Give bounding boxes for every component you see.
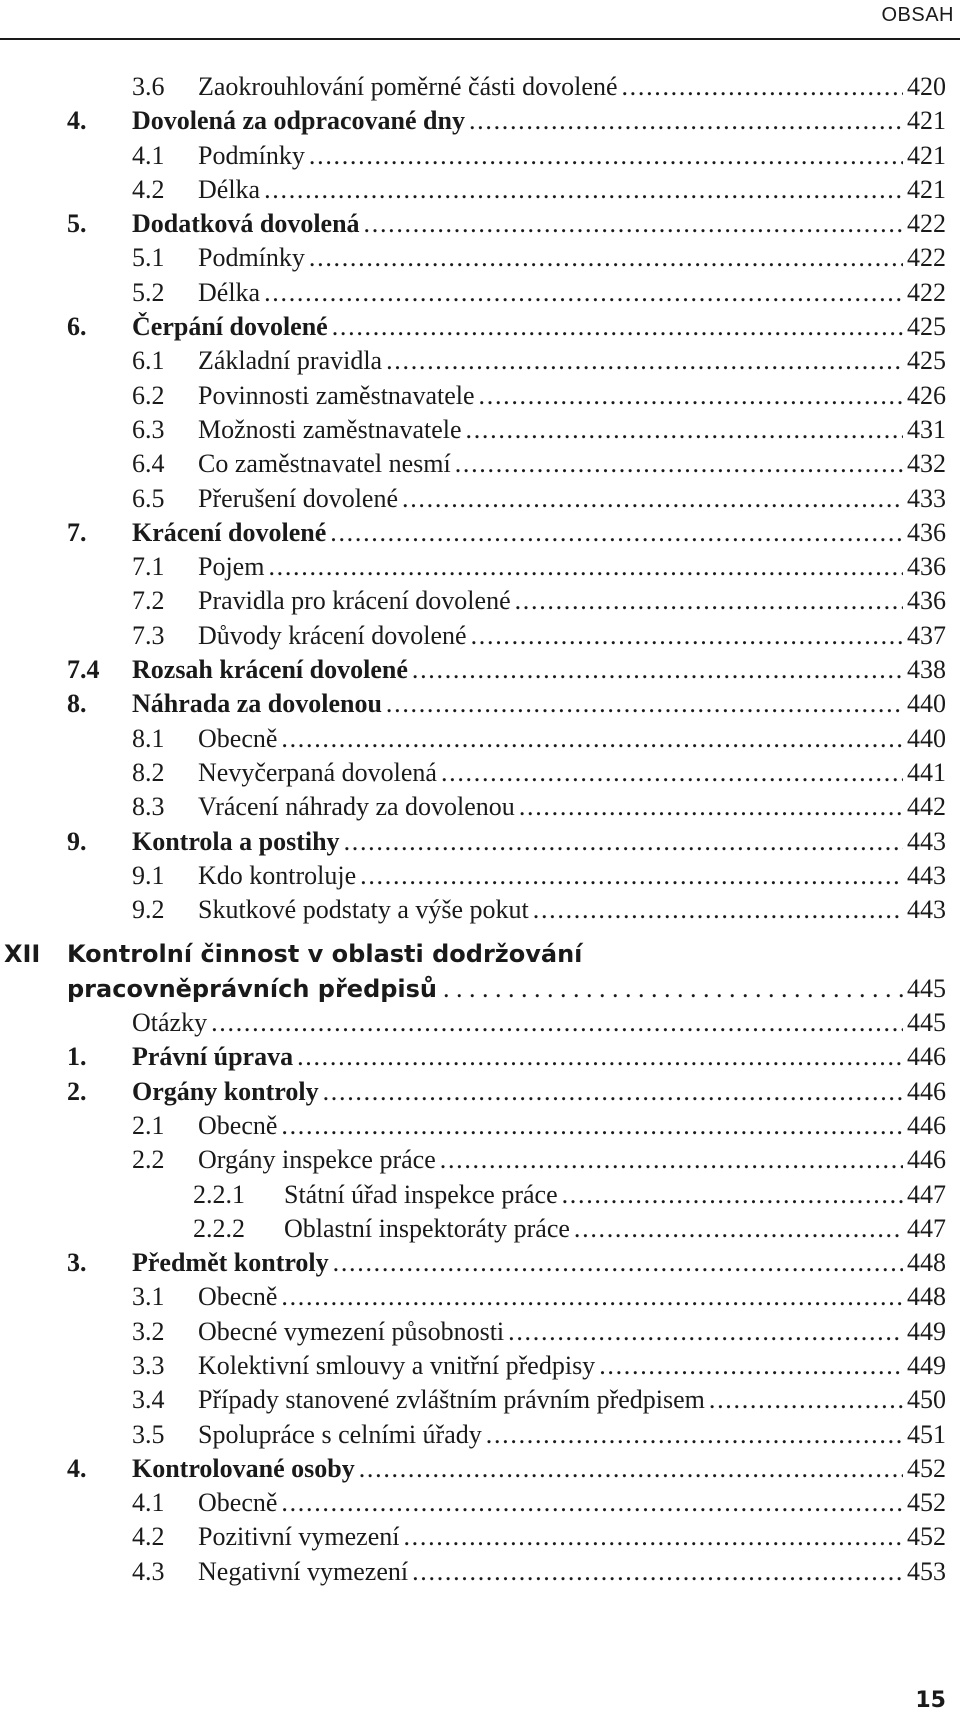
entry-title: Nevyčerpaná dovolená (198, 757, 437, 787)
dot-leader (437, 756, 903, 790)
toc-entry[interactable] (0, 1383, 960, 1417)
toc-leader (132, 1075, 946, 1109)
toc-entry[interactable] (0, 790, 960, 824)
entry-title: Přerušení dovolené (198, 483, 399, 513)
entry-page: 446 (907, 1110, 946, 1140)
toc-entry[interactable] (0, 482, 960, 516)
toc-leader (198, 447, 946, 481)
entry-title: Obecně (198, 723, 278, 753)
entry-number: 2.2 (132, 1145, 165, 1175)
toc-entry[interactable] (0, 241, 960, 275)
entry-title: Podmínky (198, 140, 305, 170)
toc-entry[interactable] (0, 1280, 960, 1314)
toc-entry[interactable] (0, 825, 960, 859)
header-rule (0, 38, 960, 40)
dot-leader (705, 1383, 903, 1417)
chapter-title-line1: Kontrolní činnost v oblasti dodržování (67, 940, 583, 969)
entry-title: Případy stanovené zvláštním právním předpisem (198, 1385, 705, 1415)
entry-title: Orgány kontroly (132, 1076, 319, 1106)
toc-leader (284, 1178, 946, 1212)
entry-number: 2. (67, 1076, 87, 1106)
entry-page: 432 (907, 449, 946, 479)
entry-title: Obecné vymezení působnosti (198, 1316, 505, 1346)
toc-leader (198, 584, 946, 618)
dot-leader (355, 1452, 903, 1486)
entry-page: 425 (907, 346, 946, 376)
toc-leader (198, 790, 946, 824)
toc-leader (198, 1418, 946, 1452)
chapter-title-line2: pracovněprávních předpisů (67, 974, 438, 1003)
entry-number: 2.1 (132, 1110, 165, 1140)
entry-number: 3. (67, 1248, 87, 1278)
entry-page: 422 (907, 209, 946, 239)
entry-number: 7.4 (67, 655, 100, 685)
toc-entry[interactable] (0, 1452, 960, 1486)
dot-leader (360, 207, 903, 241)
dot-leader (398, 482, 903, 516)
entry-number: 8.3 (132, 792, 165, 822)
entry-title: Kontrolované osoby (132, 1453, 355, 1483)
dot-leader (595, 1349, 903, 1383)
entry-title: Dovolená za odpracované dny (132, 106, 465, 136)
entry-number: 6.4 (132, 449, 165, 479)
entry-number: 8. (67, 689, 87, 719)
entry-title: Možnosti zaměstnavatele (198, 414, 462, 444)
toc-leader (132, 1246, 946, 1280)
toc-entry[interactable] (0, 139, 960, 173)
toc-leader (198, 1143, 946, 1177)
dot-leader (465, 104, 903, 138)
dot-leader (293, 1040, 903, 1074)
toc-leader (132, 687, 946, 721)
entry-title: Obecně (198, 1282, 278, 1312)
dot-leader (467, 619, 903, 653)
entry-number: 3.6 (132, 72, 165, 101)
toc-entry[interactable] (0, 1006, 960, 1040)
toc-entry[interactable] (0, 653, 960, 687)
entry-page: 422 (907, 277, 946, 307)
dot-leader (277, 1280, 903, 1314)
entry-page: 453 (907, 1556, 946, 1586)
dot-leader (482, 1418, 903, 1452)
entry-title: Předmět kontroly (132, 1248, 329, 1278)
toc-leader (198, 344, 946, 378)
entry-title: Náhrada za dovolenou (132, 689, 382, 719)
toc-entry[interactable] (0, 413, 960, 447)
toc-entry[interactable] (0, 1178, 960, 1212)
entry-title: Pravidla pro krácení dovolené (198, 586, 511, 616)
entry-title: Spolupráce s celními úřady (198, 1419, 482, 1449)
toc-leader (198, 1520, 946, 1554)
toc-entry[interactable] (0, 104, 960, 138)
toc-leader (132, 1040, 946, 1074)
toc-leader (132, 653, 946, 687)
dot-leader (305, 241, 903, 275)
entry-page: 443 (907, 826, 946, 856)
dot-leader (511, 584, 903, 618)
entry-number: 2.2.1 (193, 1179, 245, 1209)
entry-number: 1. (67, 1042, 87, 1072)
entry-title: Dodatková dovolená (132, 209, 360, 239)
dot-leader (529, 893, 903, 927)
dot-leader (462, 413, 903, 447)
entry-page: 436 (907, 517, 946, 547)
entry-page: 422 (907, 243, 946, 273)
entry-page: 452 (907, 1453, 946, 1483)
entry-page: 436 (907, 586, 946, 616)
toc-entry[interactable] (0, 550, 960, 584)
toc-leader (198, 1315, 946, 1349)
entry-number: 4.2 (132, 174, 165, 204)
entry-page: 442 (907, 792, 946, 822)
toc-leader (132, 104, 946, 138)
dot-leader (356, 859, 903, 893)
toc-leader (132, 310, 946, 344)
entry-number: 4. (67, 106, 87, 136)
toc-leader (198, 276, 946, 310)
toc-leader (132, 1452, 946, 1486)
entry-number: 3.3 (132, 1350, 165, 1380)
dot-leader (260, 276, 903, 310)
dot-leader (305, 139, 903, 173)
entry-title: Krácení dovolené (132, 517, 327, 547)
dot-leader (475, 379, 903, 413)
toc-entry[interactable] (0, 687, 960, 721)
chapter-heading[interactable] (0, 937, 960, 971)
dot-leader (340, 825, 903, 859)
entry-title: Rozsah krácení dovolené (132, 655, 408, 685)
chapter-page: 445 (907, 973, 946, 1003)
entry-page: 447 (907, 1213, 946, 1243)
entry-number: 8.1 (132, 723, 165, 753)
toc-group-a (0, 70, 960, 927)
dot-leader (399, 1520, 903, 1554)
toc-entry[interactable] (0, 619, 960, 653)
toc-entry[interactable] (0, 1486, 960, 1520)
dot-leader (504, 1315, 903, 1349)
toc-leader (284, 1212, 946, 1246)
entry-title: Státní úřad inspekce práce (284, 1179, 558, 1209)
toc-entry[interactable] (0, 344, 960, 378)
entry-number: 6.1 (132, 346, 165, 376)
toc-entry[interactable] (0, 722, 960, 756)
entry-number: 4.1 (132, 1488, 165, 1518)
toc-leader (198, 1349, 946, 1383)
dot-leader (277, 1109, 903, 1143)
entry-number: 4.1 (132, 140, 165, 170)
table-of-contents (0, 70, 960, 1589)
toc-entry[interactable] (0, 70, 960, 104)
entry-number: 3.4 (132, 1385, 165, 1415)
entry-title: Oblastní inspektoráty práce (284, 1213, 570, 1243)
entry-page: 449 (907, 1350, 946, 1380)
toc-entry[interactable] (0, 859, 960, 893)
entry-title: Negativní vymezení (198, 1556, 409, 1586)
entry-number: 3.2 (132, 1316, 165, 1346)
toc-entry[interactable] (0, 379, 960, 413)
entry-number: 7.3 (132, 620, 165, 650)
entry-page: 446 (907, 1076, 946, 1106)
entry-page: 448 (907, 1248, 946, 1278)
entry-page: 452 (907, 1488, 946, 1518)
entry-title: Kontrola a postihy (132, 826, 340, 856)
dot-leader (436, 1143, 903, 1177)
entry-number: 4.2 (132, 1522, 165, 1552)
entry-page: 421 (907, 140, 946, 170)
entry-title: Povinnosti zaměstnavatele (198, 380, 475, 410)
entry-page: 447 (907, 1179, 946, 1209)
chapter-heading-continued[interactable] (0, 972, 960, 1006)
entry-page: 452 (907, 1522, 946, 1552)
entry-page: 449 (907, 1316, 946, 1346)
toc-leader (198, 70, 946, 104)
entry-title: Právní úprava (132, 1042, 294, 1072)
entry-title: Kdo kontroluje (198, 860, 357, 890)
toc-leader (198, 1109, 946, 1143)
toc-leader (198, 1383, 946, 1417)
toc-leader (198, 550, 946, 584)
entry-number: 6.2 (132, 380, 165, 410)
toc-leader (132, 516, 946, 550)
toc-entry[interactable] (0, 756, 960, 790)
entry-number: 5. (67, 209, 87, 239)
dot-leader (264, 550, 903, 584)
entry-page: 421 (907, 174, 946, 204)
toc-leader (198, 482, 946, 516)
entry-title: Délka (198, 277, 261, 307)
dot-leader (382, 687, 903, 721)
toc-entry[interactable] (0, 310, 960, 344)
entry-title: Pojem (198, 552, 265, 582)
toc-leader (198, 413, 946, 447)
page-header (0, 0, 960, 40)
dot-leader (617, 70, 903, 104)
toc-leader (198, 1486, 946, 1520)
entry-number: 3.1 (132, 1282, 165, 1312)
toc-entry[interactable] (0, 207, 960, 241)
toc-entry[interactable] (0, 173, 960, 207)
toc-leader (198, 859, 946, 893)
toc-leader (198, 139, 946, 173)
toc-leader (198, 379, 946, 413)
toc-leader (198, 756, 946, 790)
entry-page: 433 (907, 483, 946, 513)
entry-title: Pozitivní vymezení (198, 1522, 400, 1552)
entry-title: Obecně (198, 1110, 278, 1140)
toc-leader (198, 619, 946, 653)
entry-page: 443 (907, 895, 946, 925)
toc-entry[interactable] (0, 1040, 960, 1074)
toc-entry[interactable] (0, 1246, 960, 1280)
entry-number: 2.2.2 (193, 1213, 245, 1243)
dot-leader (328, 310, 903, 344)
dot-leader (408, 653, 903, 687)
toc-entry[interactable] (0, 1075, 960, 1109)
chapter-number: XII (4, 940, 41, 969)
toc-leader (132, 1006, 946, 1040)
dot-leader (319, 1075, 903, 1109)
toc-entry[interactable] (0, 1212, 960, 1246)
toc-leader (132, 825, 946, 859)
entry-page: 451 (907, 1419, 946, 1449)
page-number: 15 (915, 1688, 946, 1713)
entry-title: Základní pravidla (198, 346, 383, 376)
entry-page: 440 (907, 689, 946, 719)
entry-title: Co zaměstnavatel nesmí (198, 449, 451, 479)
entry-page: 426 (907, 380, 946, 410)
entry-number: 9.1 (132, 860, 165, 890)
entry-page: 425 (907, 312, 946, 342)
toc-leader (198, 173, 946, 207)
toc-leader (198, 1555, 946, 1589)
entry-number: 4. (67, 1453, 87, 1483)
dot-leader (408, 1555, 903, 1589)
spacer (0, 927, 960, 937)
toc-entry[interactable] (0, 1349, 960, 1383)
entry-title: Vrácení náhrady za dovolenou (198, 792, 515, 822)
entry-number: 7.1 (132, 552, 165, 582)
entry-page: 441 (907, 757, 946, 787)
dot-leader (570, 1212, 903, 1246)
entry-number: 9.2 (132, 895, 165, 925)
dot-leader (326, 516, 903, 550)
entry-page: 431 (907, 414, 946, 444)
entry-title: Podmínky (198, 243, 305, 273)
toc-leader (198, 893, 946, 927)
toc-entry[interactable] (0, 1315, 960, 1349)
entry-page: 440 (907, 723, 946, 753)
toc-entry[interactable] (0, 1418, 960, 1452)
entry-number: 6.5 (132, 483, 165, 513)
entry-page: 443 (907, 860, 946, 890)
entry-title: Čerpání dovolené (132, 312, 328, 342)
dot-leader (515, 790, 903, 824)
toc-group-b (0, 1006, 960, 1589)
toc-entry[interactable] (0, 1555, 960, 1589)
toc-leader (198, 722, 946, 756)
dot-leader (207, 1006, 903, 1040)
dot-leader (382, 344, 903, 378)
entry-title: Délka (198, 174, 261, 204)
entry-page: 446 (907, 1145, 946, 1175)
toc-entry[interactable] (0, 516, 960, 550)
toc-entry[interactable] (0, 1109, 960, 1143)
entry-number: 3.5 (132, 1419, 165, 1449)
entry-number: 7. (67, 517, 87, 547)
entry-number: 4.3 (132, 1556, 165, 1586)
toc-entry[interactable] (0, 276, 960, 310)
entry-number: 5.1 (132, 243, 165, 273)
toc-entry[interactable] (0, 1520, 960, 1554)
toc-leader (67, 972, 946, 1006)
dot-leader (260, 173, 903, 207)
toc-leader (198, 241, 946, 275)
entry-number: 6.3 (132, 414, 165, 444)
dot-leader (558, 1178, 903, 1212)
dot-leader (329, 1246, 903, 1280)
entry-title: Orgány inspekce práce (198, 1145, 436, 1175)
toc-entry[interactable] (0, 447, 960, 481)
entry-page: 450 (907, 1385, 946, 1415)
entry-page: 421 (907, 106, 946, 136)
entry-page: 437 (907, 620, 946, 650)
section-label: OBSAH (881, 4, 954, 26)
entry-title: Kolektivní smlouvy a vnitřní předpisy (198, 1350, 596, 1380)
dot-leader (451, 447, 903, 481)
entry-page: 438 (907, 655, 946, 685)
toc-leader (132, 207, 946, 241)
entry-title: Skutkové podstaty a výše pokut (198, 895, 529, 925)
entry-page: 420 (907, 72, 946, 101)
entry-number: 7.2 (132, 586, 165, 616)
entry-title: Otázky (132, 1008, 208, 1038)
entry-title: Důvody krácení dovolené (198, 620, 467, 650)
dot-leader (277, 722, 903, 756)
entry-page: 436 (907, 552, 946, 582)
entry-number: 9. (67, 826, 87, 856)
toc-leader (198, 1280, 946, 1314)
dot-leader (277, 1486, 903, 1520)
toc-entry[interactable] (0, 584, 960, 618)
entry-number: 5.2 (132, 277, 165, 307)
toc-entry[interactable] (0, 1143, 960, 1177)
entry-number: 6. (67, 312, 87, 342)
entry-page: 445 (907, 1008, 946, 1038)
entry-title: Zaokrouhlování poměrné části dovolené (198, 72, 618, 101)
dot-leader (437, 972, 903, 1006)
entry-title: Obecně (198, 1488, 278, 1518)
entry-page: 446 (907, 1042, 946, 1072)
entry-page: 448 (907, 1282, 946, 1312)
toc-entry[interactable] (0, 893, 960, 927)
entry-number: 8.2 (132, 757, 165, 787)
